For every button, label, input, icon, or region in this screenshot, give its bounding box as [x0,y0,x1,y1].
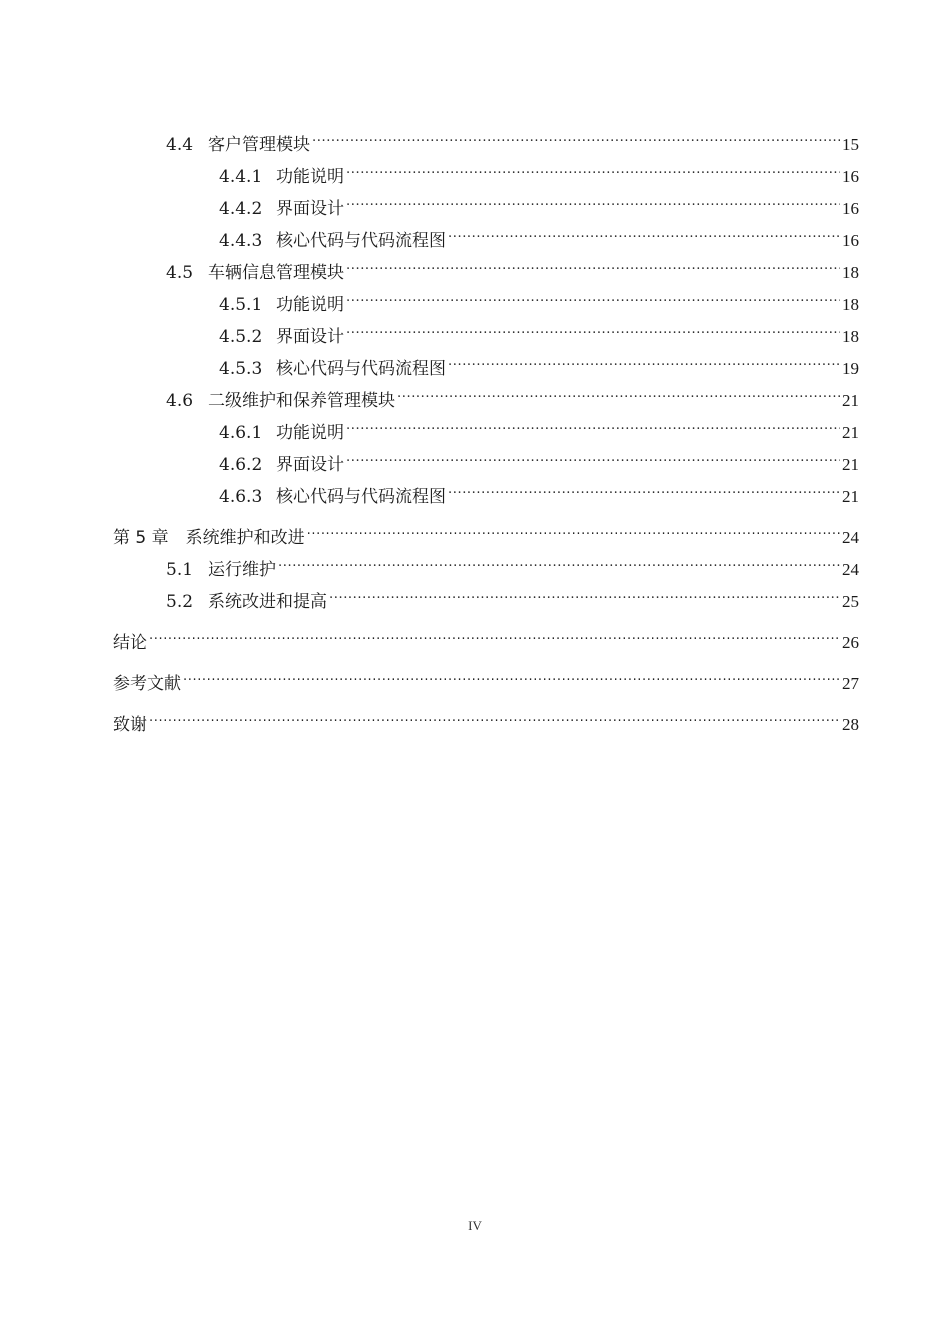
toc-entry-page-number: 16 [842,231,859,250]
toc-entry-title: 界面设计 [276,455,344,475]
dot-leader [329,575,840,607]
dot-leader [448,214,840,246]
toc-entry-number: 4.4.3 [219,231,263,251]
toc-entry-title: 功能说明 [276,295,344,315]
dot-leader [448,470,840,502]
toc-entry-number: 4.6 [166,391,194,411]
toc-entry-title: 功能说明 [276,167,344,187]
dot-leader [397,374,840,406]
toc-entry-number: 4.4.2 [219,199,263,219]
table-of-contents [113,118,859,735]
toc-entry-page-number: 18 [842,295,859,314]
dot-leader [278,543,840,575]
toc-entry-title: 界面设计 [276,327,344,347]
toc-entry-number: 4.4 [166,135,194,155]
toc-entry[interactable] [113,698,859,735]
toc-entry-number: 第 5 章 [113,528,169,548]
dot-leader [346,310,840,342]
toc-entry-title: 运行维护 [208,560,276,580]
dot-leader [346,182,840,214]
toc-entry-title: 参考文献 [113,674,181,694]
toc-entry-number: 4.5.1 [219,295,263,315]
toc-entry-number: 5.2 [166,592,194,612]
dot-leader [149,616,840,648]
toc-entry-page-number: 18 [842,263,859,282]
toc-entry-number: 4.5.3 [219,359,263,379]
toc-entry-title: 功能说明 [276,423,344,443]
toc-entry-number: 4.6.2 [219,455,263,475]
dot-leader [448,342,840,374]
dot-leader [346,150,840,182]
toc-entry-number: 4.6.3 [219,487,263,507]
toc-entry-page-number: 21 [842,423,859,442]
toc-entry-title: 核心代码与代码流程图 [276,487,446,507]
toc-entry-title: 车辆信息管理模块 [208,263,344,283]
toc-entry-title: 系统改进和提高 [208,592,327,612]
toc-entry-page-number: 21 [842,391,859,410]
dot-leader [149,698,840,730]
toc-entry-number: 4.4.1 [219,167,263,187]
toc-entry-page-number: 27 [842,674,859,693]
toc-entry-number: 4.5.2 [219,327,263,347]
toc-entry-title: 核心代码与代码流程图 [276,231,446,251]
toc-entry-page-number: 18 [842,327,859,346]
toc-entry[interactable] [113,657,859,694]
dot-leader [346,406,840,438]
toc-entry-number: 4.5 [166,263,194,283]
toc-entry-title: 系统维护和改进 [185,528,305,548]
dot-leader [312,118,840,150]
dot-leader [307,511,840,543]
toc-entry-title: 客户管理模块 [208,135,310,155]
toc-entry-number: 4.6.1 [219,423,263,443]
toc-entry-page-number: 19 [842,359,859,378]
toc-entry-title: 二级维护和保养管理模块 [208,391,395,411]
toc-entry-page-number: 16 [842,167,859,186]
toc-entry-page-number: 24 [842,528,859,547]
toc-entry-page-number: 16 [842,199,859,218]
toc-entry-page-number: 24 [842,560,859,579]
toc-entry-number: 5.1 [166,560,194,580]
toc-entry-page-number: 28 [842,715,859,734]
toc-entry-page-number: 25 [842,592,859,611]
dot-leader [346,246,840,278]
toc-entry[interactable] [113,118,859,155]
toc-entry-page-number: 26 [842,633,859,652]
dot-leader [183,657,840,689]
toc-entry-title: 结论 [113,633,147,653]
toc-entry-title: 界面设计 [276,199,344,219]
toc-entry-title: 致谢 [113,715,147,735]
dot-leader [346,438,840,470]
toc-entry-page-number: 21 [842,455,859,474]
toc-entry[interactable] [113,511,859,548]
page-footer-number: IV [468,1218,482,1233]
toc-entry-page-number: 21 [842,487,859,506]
toc-entry-title: 核心代码与代码流程图 [276,359,446,379]
toc-entry-page-number: 15 [842,135,859,154]
dot-leader [346,278,840,310]
toc-entry[interactable] [113,616,859,653]
